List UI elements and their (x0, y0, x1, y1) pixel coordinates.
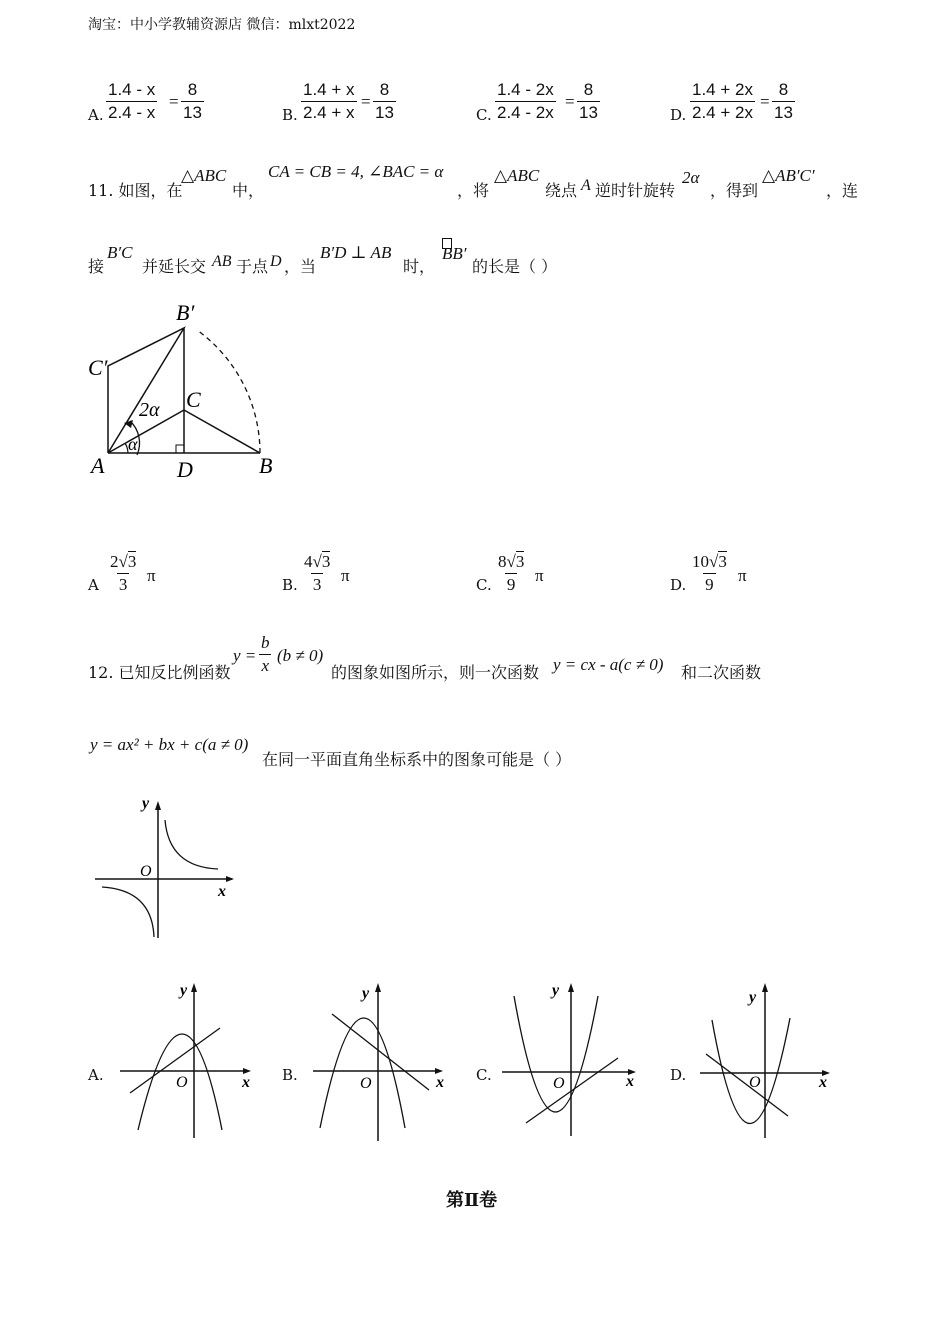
q11-got: ，得到 (710, 181, 759, 200)
q11-lian: ，连 (826, 181, 859, 200)
q11-triangle-abc-2: △ABC (494, 166, 540, 185)
frac-numerator (496, 551, 526, 573)
radicand: 3 (718, 552, 727, 571)
q11-option-a-frac (108, 551, 138, 596)
label-b1: B′ (176, 300, 195, 325)
q12-option-b-label: B. (282, 1066, 298, 1084)
line (706, 1054, 788, 1116)
label-c1: C′ (88, 355, 108, 380)
q11-triangle-abc: △ABC (181, 166, 227, 185)
frac-denominator: 9 (506, 575, 516, 594)
q10-option-d-frac (690, 79, 755, 124)
frac-denominator: x (261, 656, 270, 675)
frac-denominator: 9 (705, 575, 714, 594)
q12-option-d-graph (692, 978, 842, 1142)
q11-segment-ab: AB (212, 253, 232, 270)
label-alpha: α (128, 434, 138, 454)
q12-prefix: 12. 已知反比例函数 (88, 663, 231, 682)
q12-option-d-label: D. (670, 1066, 687, 1084)
triangle-ab1c1 (108, 328, 184, 453)
origin-label: O (176, 1074, 188, 1091)
frac-numerator: 8 (187, 80, 198, 99)
q11-rotate-2: 逆时针旋转 (595, 181, 676, 200)
pi-symbol: π (535, 566, 544, 585)
q11-option-b-label: B. (282, 576, 298, 594)
parabola (320, 1018, 405, 1128)
q11-rotate-1: 绕点 (545, 181, 578, 200)
y-axis-arrow-icon (155, 801, 161, 810)
q11-perp-condition: B′D ⊥ AB (320, 243, 392, 262)
radicand: 3 (321, 552, 331, 571)
q11-angle: 2α (682, 168, 700, 187)
label-c: C (186, 387, 201, 412)
x-label: x (218, 883, 226, 900)
coefficient: 4 (304, 552, 313, 571)
frac-denominator: 2.4 - x (108, 103, 156, 122)
coefficient: 2 (110, 552, 119, 571)
line (526, 1058, 618, 1123)
q11-arc-bb1: BB′ (442, 244, 467, 263)
label-2alpha: 2α (139, 399, 160, 421)
q11-length-asked: 的长是（ ） (472, 257, 558, 276)
arc-symbol-icon (442, 238, 454, 250)
frac-numerator (690, 551, 729, 573)
y-axis-arrow-icon (762, 983, 768, 992)
q11-shi: 时， (403, 257, 436, 276)
frac-numerator: 8 (583, 80, 594, 99)
page-header: 淘宝：中小学教辅资源店 微信：mlxt2022 (88, 17, 356, 33)
q11-option-d-label: D. (670, 576, 687, 594)
section-title: 第Ⅱ卷 (446, 1190, 498, 1211)
q11-option-c-label: C. (476, 576, 492, 594)
equals-sign: = (169, 92, 179, 111)
q12-mid: 的图象如图所示，则一次函数 (331, 663, 540, 682)
frac-denominator: 13 (183, 103, 202, 122)
y-label: y (142, 795, 150, 812)
hyperbola-branch-2 (102, 887, 154, 937)
equals-sign: = (565, 92, 575, 111)
frac-numerator: 1.4 - x (108, 80, 156, 99)
q12-func1-lhs: y = (233, 646, 257, 665)
parabola (514, 996, 598, 1112)
q10-option-b-label: B. (282, 106, 298, 124)
q10-option-a-rhs (181, 79, 204, 124)
radicand: 3 (127, 552, 137, 571)
frac-numerator: b (261, 633, 270, 652)
radicand: 3 (515, 552, 525, 571)
right-angle-marker (176, 445, 184, 453)
q11-option-c-frac (496, 551, 526, 596)
y-label: y (552, 982, 560, 999)
x-label: x (242, 1074, 250, 1091)
frac-numerator: 8 (778, 80, 789, 99)
frac-denominator: 3 (118, 575, 128, 594)
q11-segment-b1c: B′C (107, 243, 133, 262)
q12-option-c-graph (498, 978, 648, 1142)
frac-denominator: 13 (375, 103, 394, 122)
x-axis-arrow-icon (226, 876, 234, 882)
origin-label: O (749, 1074, 761, 1091)
coefficient: 10 (692, 552, 709, 571)
frac-numerator (108, 551, 138, 573)
y-label: y (180, 982, 188, 999)
equals-sign: = (760, 92, 770, 111)
q12-quadratic-func: y = ax² + bx + c(a ≠ 0) (90, 735, 249, 754)
origin-label: O (553, 1075, 565, 1092)
q12-option-a-label: A. (88, 1066, 104, 1084)
parabola (712, 1018, 790, 1124)
line (130, 1028, 220, 1093)
frac-numerator: 1.4 + x (303, 80, 355, 99)
equals-sign: = (361, 92, 371, 111)
q10-option-c-label: C. (476, 106, 492, 124)
x-label: x (626, 1073, 634, 1090)
q11-jie: 接 (88, 257, 105, 276)
frac-denominator: 3 (312, 575, 322, 594)
q12-linear-func: y = cx - a(c ≠ 0) (553, 655, 664, 674)
q10-option-c-frac (495, 79, 556, 124)
q10-option-c-rhs (577, 79, 600, 124)
label-d: D (177, 457, 193, 482)
sqrt-icon: √ (118, 552, 128, 571)
q11-zhong: 中， (232, 181, 265, 200)
segment-cb (184, 410, 260, 453)
line (332, 1014, 429, 1090)
y-label: y (362, 985, 370, 1002)
q10-option-d-rhs (772, 79, 795, 124)
q10-option-b-rhs (373, 79, 396, 124)
q11-triangle-ab1c1: △AB′C′ (762, 166, 815, 185)
x-label: x (436, 1074, 444, 1091)
origin-label: O (360, 1075, 372, 1092)
q12-func1-cond: (b ≠ 0) (277, 646, 324, 665)
y-axis-arrow-icon (568, 983, 574, 992)
frac-numerator (302, 551, 332, 573)
pi-symbol: π (341, 566, 350, 585)
q12-option-a-graph (110, 978, 260, 1142)
frac-denominator: 13 (579, 103, 598, 122)
frac-numerator: 1.4 + 2x (692, 80, 753, 99)
sqrt-icon: √ (506, 552, 516, 571)
y-axis-arrow-icon (191, 983, 197, 992)
q12-and: 和二次函数 (681, 663, 762, 682)
q11-option-a-label: A (88, 576, 99, 594)
frac-numerator: 1.4 - 2x (497, 80, 554, 99)
y-label: y (749, 989, 757, 1006)
q11-extend-2: 于点 (236, 257, 269, 276)
q11-prefix: 11. 如图，在 (88, 181, 183, 200)
origin-label: O (140, 863, 152, 880)
q11-jiang: ，将 (457, 181, 490, 200)
q11-option-b-frac (302, 551, 332, 596)
q11-condition: CA = CB = 4, ∠BAC = α (268, 162, 444, 181)
q11-figure (80, 290, 300, 490)
frac-denominator: 2.4 + 2x (692, 103, 753, 122)
q10-option-a-label: A. (88, 106, 104, 124)
q10-option-a-frac (106, 79, 157, 124)
q11-option-d-frac (690, 551, 729, 596)
q11-point-d: D (270, 253, 282, 270)
sqrt-icon: √ (312, 552, 322, 571)
coefficient: 8 (498, 552, 507, 571)
q12-end: 在同一平面直角坐标系中的图象可能是（ ） (262, 750, 572, 769)
q12-option-c-label: C. (476, 1066, 492, 1084)
q12-func1-frac (259, 632, 272, 677)
q10-option-d-label: D. (670, 106, 687, 124)
q10-option-b-frac (301, 79, 357, 124)
q11-extend-1: 并延长交 (142, 257, 207, 276)
q12-option-b-graph (305, 978, 455, 1142)
hyperbola-branch-1 (165, 820, 218, 869)
frac-numerator: 8 (379, 80, 390, 99)
pi-symbol: π (738, 566, 747, 585)
q11-point-a: A (581, 177, 591, 194)
label-b: B (259, 453, 273, 478)
q12-given-graph (92, 795, 242, 945)
frac-denominator: 2.4 + x (303, 103, 355, 122)
frac-denominator: 13 (774, 103, 793, 122)
label-a: A (91, 453, 105, 478)
sqrt-icon: √ (709, 552, 719, 571)
y-axis-arrow-icon (375, 983, 381, 992)
frac-denominator: 2.4 - 2x (497, 103, 554, 122)
x-label: x (819, 1074, 827, 1091)
q11-dang: ，当 (284, 257, 317, 276)
pi-symbol: π (147, 566, 156, 585)
